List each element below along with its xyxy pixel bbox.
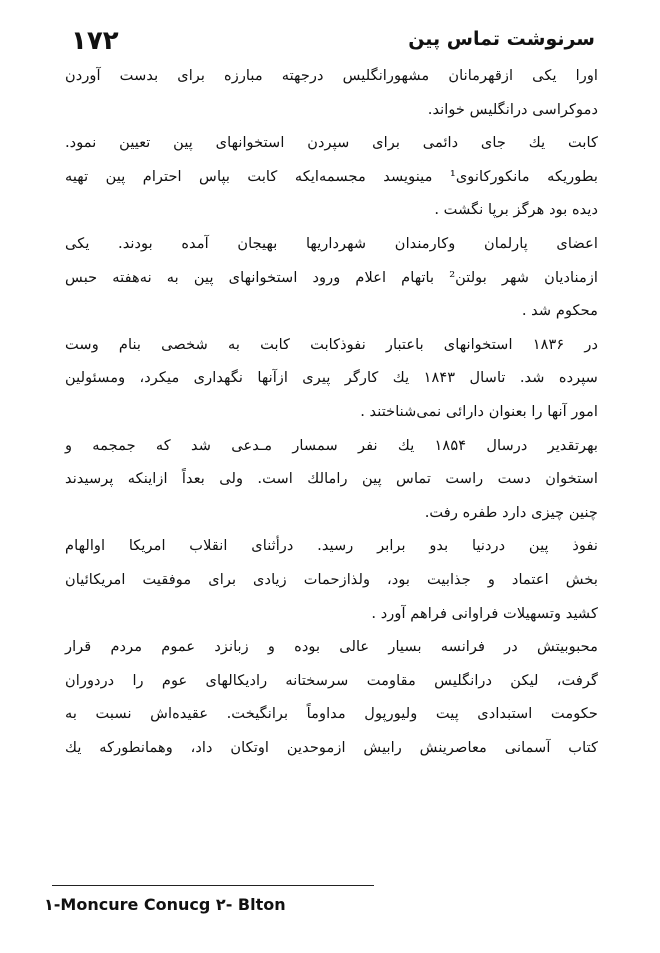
text-line: ازمنادیان شهر بولتن² باتهام اعلام ورود استخوانهای پین به نه‌هفته حبس — [65, 268, 598, 286]
text-line: محبوبیتش در فرانسه بسیار عالی بوده و زبانزد عموم مردم قرار — [65, 638, 598, 656]
text-line: چنین چیزی دارد طفره رفت. — [424, 503, 598, 521]
text-line: گرفت، لیکن درانگلیس مقاومت سرسختانه رادیکالهای عوم را دردوران — [65, 671, 598, 689]
text-line: حکومت استبدادی پیت ولیورپول مداوماً برانگیخت. عقیده‌اش نسبت به — [65, 705, 598, 723]
text-line: کتاب آسمانی معاصرینش رابیش ازموحدین اوتکان داد، وهمانطورکه یك — [65, 738, 598, 756]
text-line: کابت یك جای دائمی برای سپردن استخوانهای پین تعیین نمود. — [65, 134, 598, 152]
body-text — [65, 66, 598, 771]
text-line: نفوذ پین دردنیا بدو برابر رسید. درأثنای انقلاب امریکا اوالهام — [65, 537, 598, 555]
page-number: ۱۷۲ — [71, 26, 119, 56]
text-line: بطوریکه مانکورکانوی¹ مینویسد مجسمه‌ایکه کابت بپاس احترام پین تهیه — [65, 167, 599, 185]
footnote: ۱-Moncure Conucg ۲- Blton — [44, 895, 286, 914]
page-header — [65, 24, 595, 60]
text-line: کشید وتسهیلات فراوانی فراهم آورد . — [371, 604, 598, 622]
text-line: سپرده شد. تاسال ۱۸۴۳ یك کارگر پیری ازآنها نگهداری میکرد، ومسئولین — [65, 369, 598, 387]
text-line: استخوان دست راست تماس پین رامالك است. ولی بعداً ازاینکه پرسیدند — [65, 470, 598, 488]
text-line: دموکراسی درانگلیس خواند. — [427, 100, 598, 118]
text-line: بخش اعتماد و جذابیت بود، ولذازحمات زیادی برای موفقیت امریکائیان — [65, 570, 598, 588]
text-line: محکوم شد . — [521, 302, 598, 320]
text-line: امور آنها را بعنوان دارائی نمی‌شناختند . — [360, 402, 598, 420]
text-line: اعضای پارلمان وکارمندان شهرداریها بهیجان آمده بودند. یکی — [65, 234, 598, 252]
text-line: اورا یکی ازقهرمانان مشهورانگلیس درجهته مبارزه برای بدست آوردن — [65, 67, 598, 84]
running-title: سرنوشت تماس پین — [408, 28, 595, 50]
text-line: دیده بود هرگز برپا نگشت . — [434, 201, 598, 219]
text-line: بهرتقدیر درسال ۱۸۵۴ یك نفر سمسار مـدعی شد که جمجمه و — [65, 436, 599, 454]
text-line: در ۱۸۳۶ استخوانهای باعتبار نفوذکابت کابت به شخصی بنام وست — [65, 335, 598, 353]
footnote-divider — [52, 885, 374, 886]
